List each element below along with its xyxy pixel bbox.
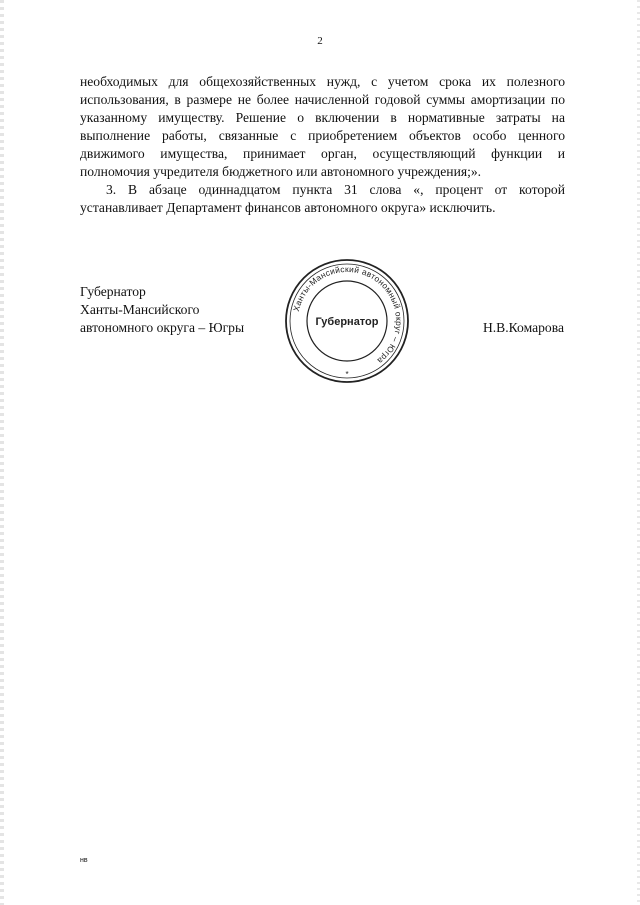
document-body: [80, 73, 565, 217]
footer-executor-mark: нв: [80, 857, 88, 864]
seal-center-text: Губернатор: [315, 316, 379, 328]
signatory-title-line: Губернатор: [80, 284, 146, 299]
scan-edge-left: [0, 0, 4, 905]
body-paragraph-item-3: 3. В абзаце одиннадцатом пункта 31 слова «, процент от которой устанавливает Департамент финансов автономного округа» исключить.: [80, 182, 565, 215]
signatory-title-line: Ханты-Мансийского: [80, 302, 200, 317]
body-paragraph-continuation: необходимых для общехозяйственных нужд, с учетом срока их полезного использования, в размере не более начисленной годовой суммы амортизации по указанному имуществу. Решение о включении в нормативные затраты на выполнение работы, связанные с приобретением объектов особо ценного движимого имущества, принимает орган, осуществляющий функции и полномочия учредителя бюджетного или автономного учреждения;».: [80, 74, 565, 179]
seal-ring-text: Ханты-Мансийский автономный округ – Югра: [291, 263, 405, 367]
official-seal: [283, 257, 411, 385]
signatory-title: [80, 283, 244, 337]
page-number: 2: [317, 35, 323, 47]
signatory-name: Н.В.Комарова: [482, 320, 564, 335]
signatory-title-line: автономного округа – Югры: [80, 320, 245, 335]
seal-star: *: [345, 370, 349, 379]
